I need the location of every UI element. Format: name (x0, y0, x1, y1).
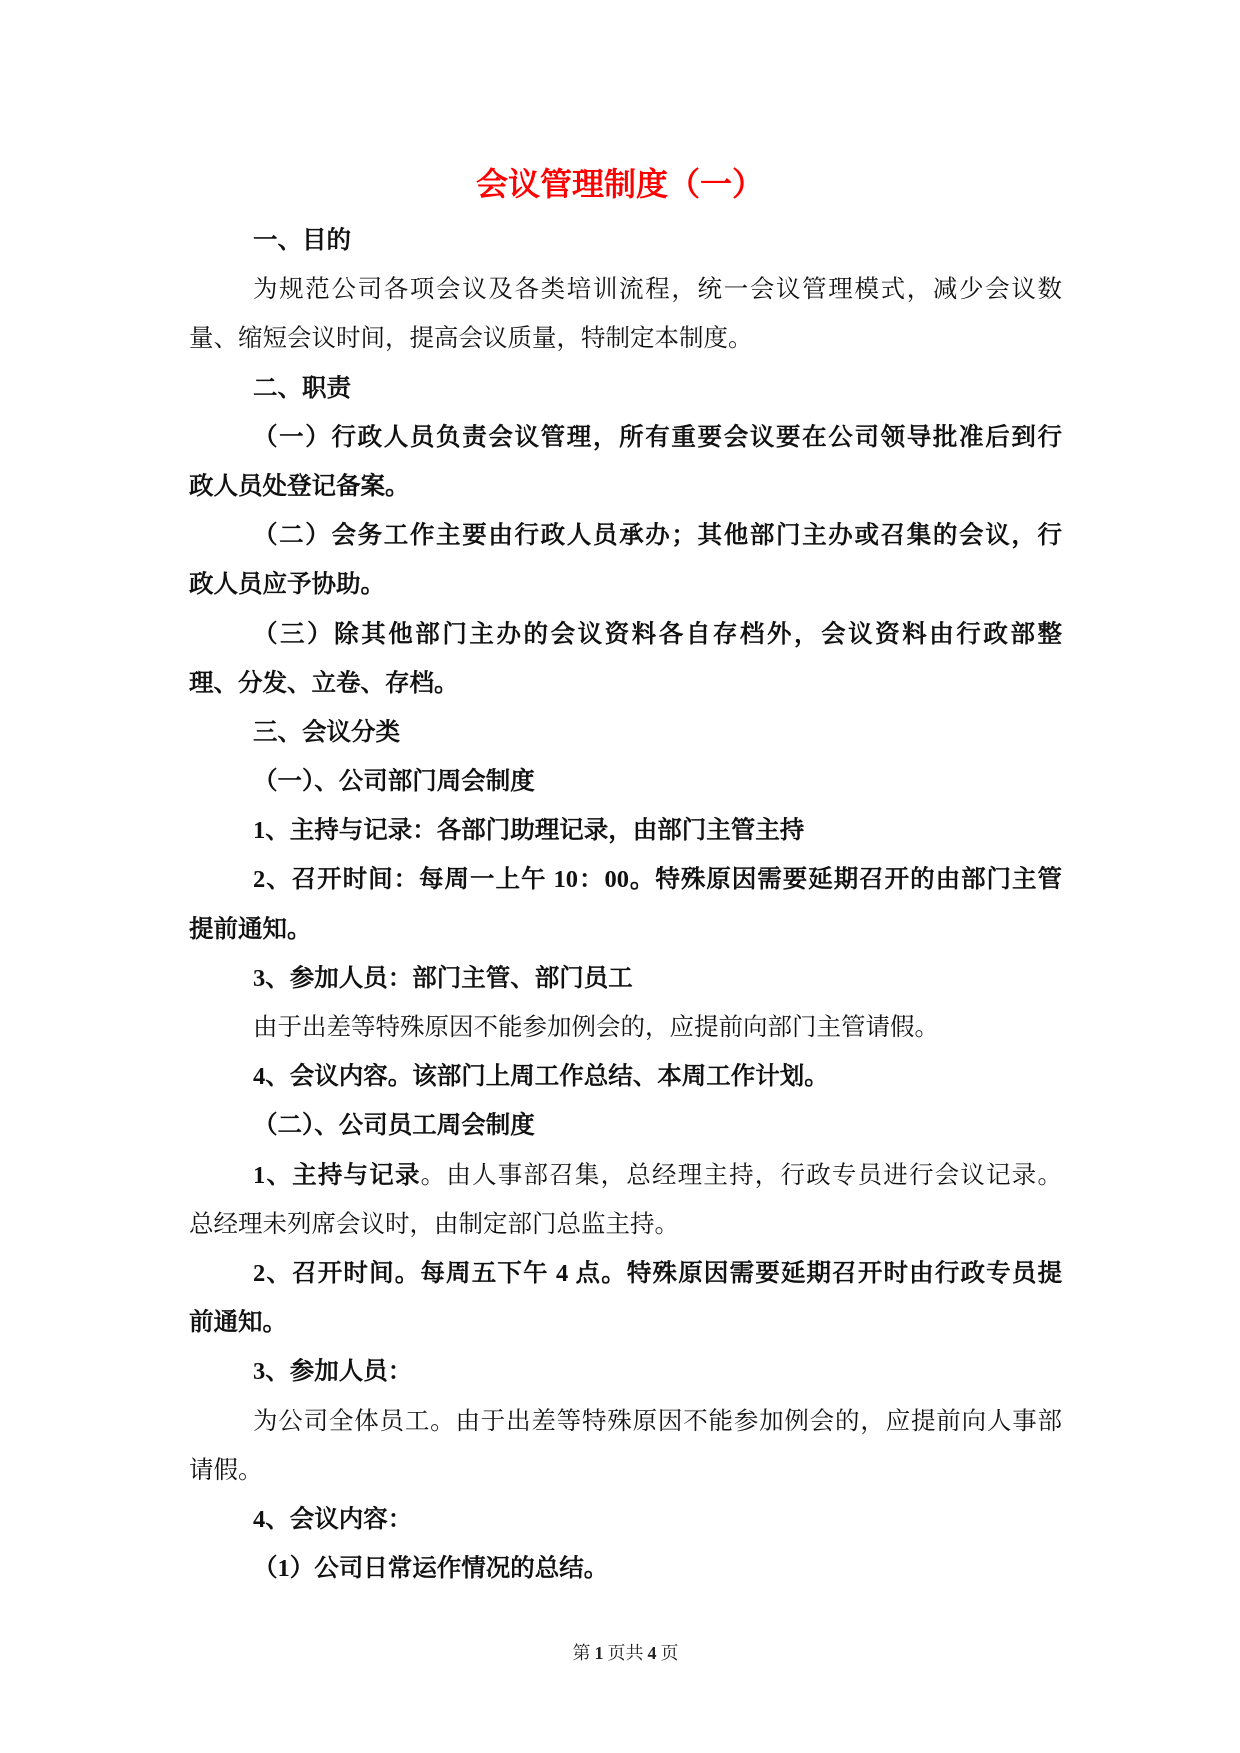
item-label: 1、主持与记录 (253, 1161, 421, 1189)
item-detail-line: 由于出差等特殊原因不能参加例会的，应提前向部门主管请假。 (253, 1014, 939, 1041)
paragraph-line: （三）除其他部门主办的会议资料各自存档外，会议资料由行政部整 (253, 620, 1062, 648)
document-title: 会议管理制度（一） (475, 166, 764, 202)
item-line: 3、参加人员：部门主管、部门员工 (253, 964, 633, 992)
item-attendees (189, 954, 1062, 1052)
item-detail-line: （1）公司日常运作情况的总结。 (253, 1555, 609, 1583)
item-line: 4、会议内容。该部门上周工作总结、本周工作计划。 (253, 1063, 829, 1091)
item-host-and-record (189, 806, 1062, 855)
page-footer (189, 1640, 1062, 1666)
item-line: 提前通知。 (189, 915, 312, 943)
item-line (189, 1151, 1062, 1200)
paragraph-line: 政人员处登记备案。 (189, 472, 410, 500)
subsection-staff-weekly-meeting (189, 1101, 1062, 1593)
item-line: 1、主持与记录：各部门助理记录，由部门主管主持 (253, 817, 805, 845)
item-meeting-content (189, 1495, 1062, 1593)
paragraph-line: 为规范公司各项会议及各类培训流程，统一会议管理模式，减少会议数 (253, 276, 1062, 304)
item-detail-line: 请假。 (189, 1456, 263, 1484)
item-meeting-time (189, 855, 1062, 953)
item-line: 2、召开时间：每周一上午 10：00。特殊原因需要延期召开的由部门主管 (253, 866, 1062, 894)
footer-prefix: 第 (572, 1643, 591, 1663)
item-line: 2、召开时间。每周五下午 4 点。特殊原因需要延期召开时由行政专员提 (253, 1259, 1062, 1287)
section-meeting-categories (189, 708, 1062, 1593)
total-pages-number: 4 (647, 1643, 657, 1663)
item-attendees (189, 1347, 1062, 1495)
item-meeting-content (189, 1052, 1062, 1101)
paragraph-line: （二）会务工作主要由行政人员承办；其他部门主办或召集的会议，行 (253, 522, 1062, 550)
item-host-and-record (189, 1151, 1062, 1249)
responsibility-paragraph-3 (189, 610, 1062, 708)
current-page-number: 1 (594, 1643, 604, 1663)
section-heading-meeting-categories: 三、会议分类 (253, 718, 400, 746)
item-line: 4、会议内容： (253, 1505, 413, 1533)
subsection-heading-department-weekly-meeting: （一）、公司部门周会制度 (253, 768, 535, 796)
paragraph-line: 量、缩短会议时间，提高会议质量，特制定本制度。 (189, 325, 753, 353)
item-line: 总经理未列席会议时，由制定部门总监主持。 (189, 1210, 679, 1238)
paragraph-line: 理、分发、立卷、存档。 (189, 669, 459, 697)
responsibility-paragraph-2 (189, 511, 1062, 609)
subsection-department-weekly-meeting (189, 757, 1062, 1101)
item-meeting-time (189, 1249, 1062, 1347)
paragraph-line: 政人员应予协助。 (189, 571, 385, 599)
item-text: 。由人事部召集，总经理主持，行政专员进行会议记录。 (420, 1161, 1063, 1189)
document-body (189, 216, 1062, 1593)
subsection-heading-staff-weekly-meeting: （二）、公司员工周会制度 (253, 1112, 535, 1140)
section-heading-responsibilities: 二、职责 (253, 374, 351, 402)
responsibility-paragraph-1 (189, 413, 1062, 511)
footer-middle: 页共 (607, 1643, 644, 1663)
item-detail-line: 为公司全体员工。由于出差等特殊原因不能参加例会的，应提前向人事部 (253, 1407, 1062, 1435)
purpose-paragraph (189, 265, 1062, 363)
item-line: 前通知。 (189, 1309, 287, 1337)
section-responsibilities (189, 364, 1062, 708)
paragraph-line: （一）行政人员负责会议管理，所有重要会议要在公司领导批准后到行 (253, 423, 1062, 451)
section-heading-purpose: 一、目的 (253, 227, 351, 254)
section-purpose (189, 216, 1062, 364)
item-line: 3、参加人员： (253, 1358, 413, 1386)
footer-suffix: 页 (660, 1643, 679, 1663)
